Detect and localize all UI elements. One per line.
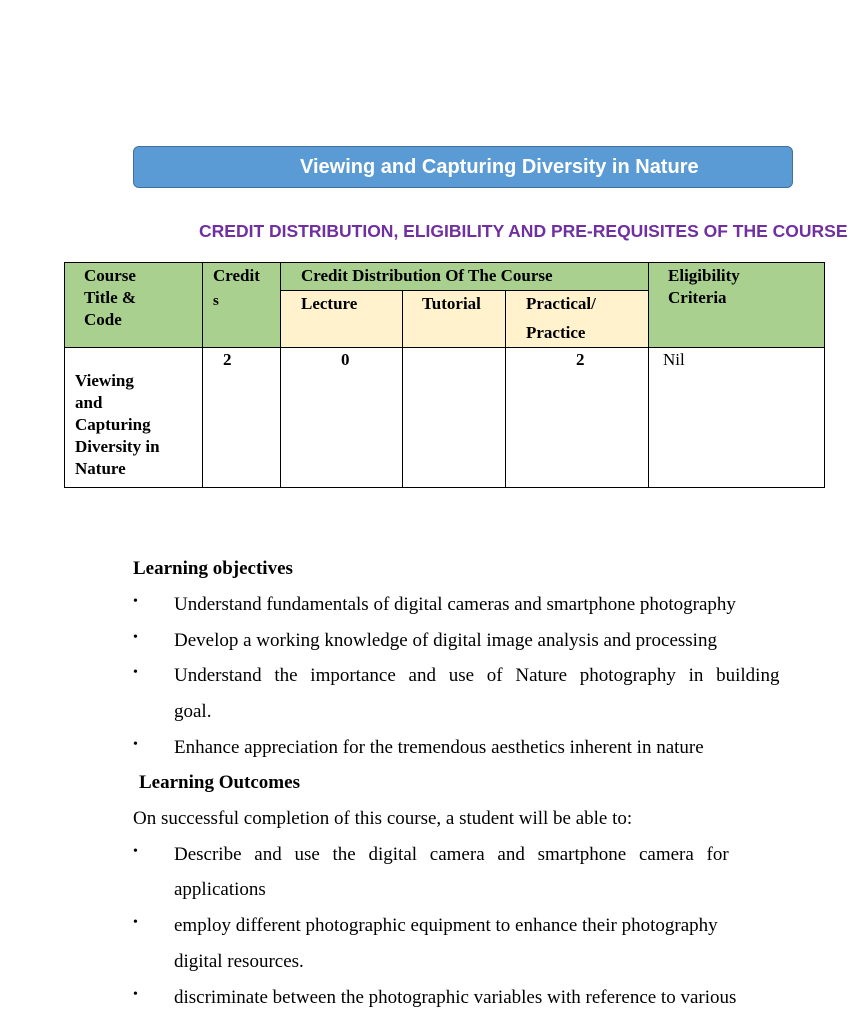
outcome-item-continuation: applications bbox=[174, 879, 266, 900]
learning-objectives-heading: Learning objectives bbox=[133, 558, 293, 579]
bullet-icon: • bbox=[133, 844, 138, 859]
course-title-cell: Viewing and Capturing Diversity in Nature bbox=[65, 348, 203, 488]
header-credits: Credit s bbox=[203, 263, 281, 348]
lecture-value: 0 bbox=[281, 348, 403, 488]
header-eligibility: Eligibility Criteria bbox=[649, 263, 825, 348]
outcome-item-continuation: digital resources. bbox=[174, 951, 304, 972]
header-course-title: Course Title & Code bbox=[65, 263, 203, 348]
bullet-icon: • bbox=[133, 915, 138, 930]
course-table bbox=[64, 262, 825, 488]
objective-item-continuation: goal. bbox=[174, 701, 212, 722]
tutorial-value bbox=[403, 348, 506, 488]
course-title-banner bbox=[133, 146, 793, 188]
eligibility-value: Nil bbox=[649, 348, 825, 488]
credits-value: 2 bbox=[203, 348, 281, 488]
bullet-icon: • bbox=[133, 594, 138, 609]
header-lecture: Lecture bbox=[281, 291, 403, 348]
outcomes-intro: On successful completion of this course, a student will be able to: bbox=[133, 808, 633, 829]
section-subtitle: CREDIT DISTRIBUTION, ELIGIBILITY AND PRE-REQUISITES OF THE COURSE bbox=[199, 221, 848, 241]
bullet-icon: • bbox=[133, 737, 138, 752]
learning-outcomes-heading: Learning Outcomes bbox=[139, 772, 300, 793]
bullet-icon: • bbox=[133, 665, 138, 680]
header-credit-distribution: Credit Distribution Of The Course bbox=[281, 263, 649, 291]
bullet-icon: • bbox=[133, 987, 138, 1002]
banner-title: Viewing and Capturing Diversity in Nature bbox=[300, 156, 699, 178]
header-tutorial: Tutorial bbox=[403, 291, 506, 348]
practical-value: 2 bbox=[506, 348, 649, 488]
header-practical: Practical/ Practice bbox=[506, 291, 649, 348]
bullet-icon: • bbox=[133, 630, 138, 645]
